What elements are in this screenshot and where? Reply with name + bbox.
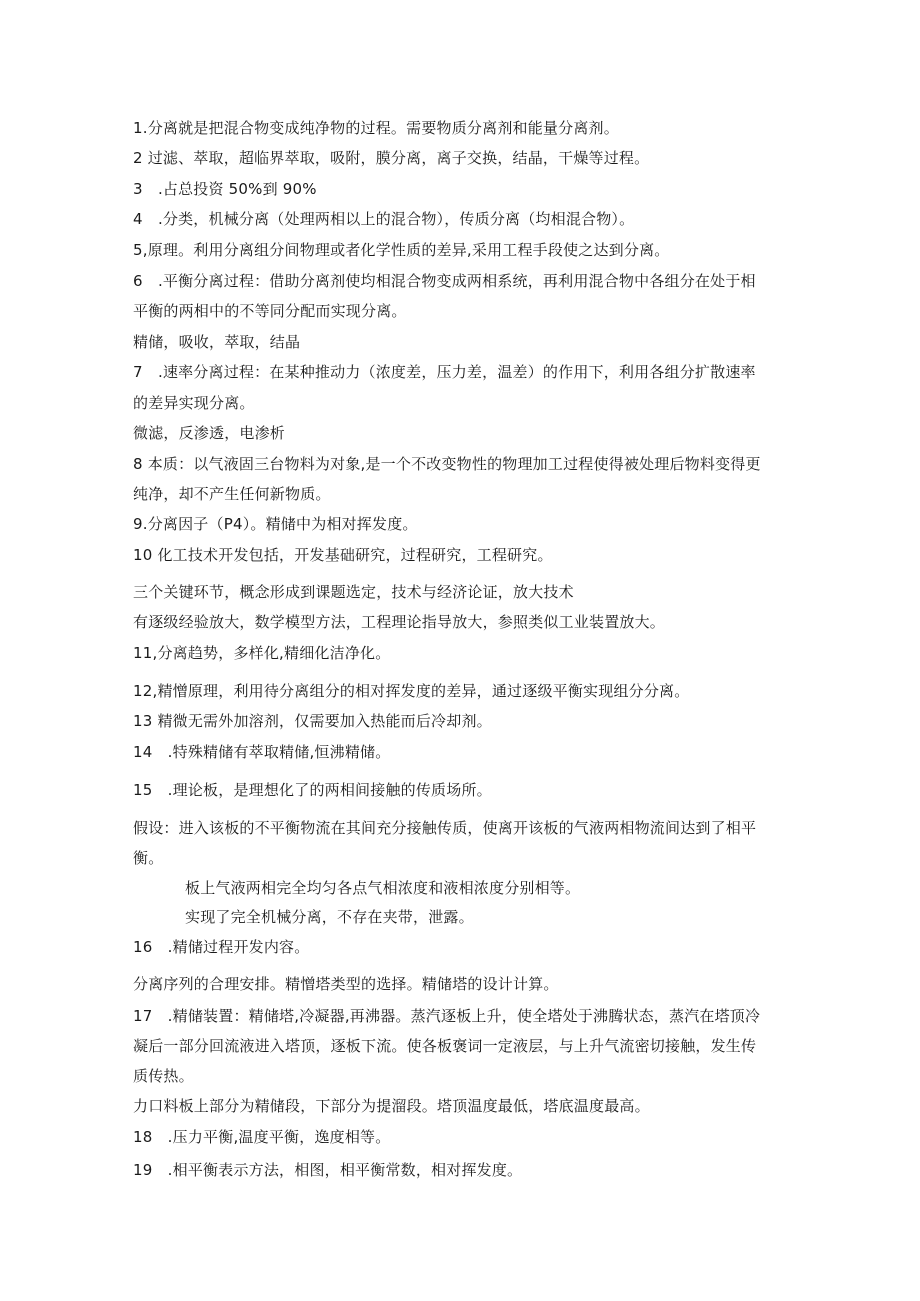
text-line-16: 三个关键环节，概念形成到课题选定，技术与经济论证，放大技术 — [133, 583, 574, 601]
text-line-13: 纯净，却不产生任何新物质。 — [133, 485, 331, 503]
text-line-6: 6 .平衡分离过程：借助分离剂使均相混合物变成两相系统，再利用混合物中各组分在处于相 — [133, 272, 756, 290]
text-line-18: 11,分离趋势，多样化,精细化洁净化。 — [133, 644, 391, 662]
text-line-10: 的差异实现分离。 — [133, 394, 255, 412]
text-line-24: 衡。 — [133, 849, 164, 867]
text-line-23: 假设：进入该板的不平衡物流在其间充分接触传质，使离开该板的气液两相物流间达到了相平 — [133, 819, 757, 837]
text-line-22: 15 .理论板，是理想化了的两相间接触的传质场所。 — [133, 781, 492, 799]
text-line-26: 实现了完全机械分离，不存在夹带，泄露。 — [185, 908, 474, 926]
text-line-20: 13 精微无需外加溶剂，仅需要加入热能而后冷却剂。 — [133, 712, 492, 730]
text-line-5: 5,原理。利用分离组分间物理或者化学性质的差异,采用工程手段使之达到分离。 — [133, 241, 670, 259]
text-line-15: 10 化工技术开发包括，开发基础研究，过程研究，工程研究。 — [133, 546, 553, 564]
text-line-19: 12,精憎原理，利用待分离组分的相对挥发度的差异，通过逐级平衡实现组分分离。 — [133, 682, 690, 700]
text-line-4: 4 .分类，机械分离（处理两相以上的混合物），传质分离（均相混合物）。 — [133, 210, 635, 228]
text-line-9: 7 .速率分离过程：在某种推动力（浓度差，压力差，温差）的作用下，利用各组分扩散速率 — [133, 363, 756, 381]
text-line-27: 16 .精储过程开发内容。 — [133, 938, 310, 956]
text-line-14: 9.分离因子（P4）。精储中为相对挥发度。 — [133, 515, 418, 533]
text-line-29: 17 .精储装置：精储塔,冷凝器,再沸器。蒸汽逐板上升，使全塔处于沸腾状态，蒸汽在塔顶冷 — [133, 1007, 761, 1025]
text-line-33: 18 .压力平衡,温度平衡，逸度相等。 — [133, 1128, 391, 1146]
text-line-2: 2 过滤、萃取，超临界萃取，吸附，膜分离，离子交换，结晶，干燥等过程。 — [133, 149, 650, 167]
text-line-12: 8 本质：以气液固三台物料为对象,是一个不改变物性的物理加工过程使得被处理后物料变得更 — [133, 455, 761, 473]
text-line-34: 19 .相平衡表示方法，相图，相平衡常数，相对挥发度。 — [133, 1161, 523, 1179]
text-line-3: 3 .占总投资 50%到 90% — [133, 180, 317, 198]
text-line-28: 分离序列的合理安排。精憎塔类型的选择。精储塔的设计计算。 — [133, 975, 559, 993]
text-line-30: 凝后一部分回流液进入塔顶，逐板下流。使各板褒词一定液层，与上升气流密切接触，发生传 — [133, 1037, 757, 1055]
text-line-17: 有逐级经验放大，数学模型方法，工程理论指导放大，参照类似工业装置放大。 — [133, 613, 666, 631]
text-line-8: 精储，吸收，萃取，结晶 — [133, 333, 301, 351]
text-line-7: 平衡的两相中的不等同分配而实现分离。 — [133, 302, 407, 320]
text-line-1: 1.分离就是把混合物变成纯净物的过程。需要物质分离剂和能量分离剂。 — [133, 119, 619, 137]
text-line-32: 力口料板上部分为精储段，下部分为提溜段。塔顶温度最低，塔底温度最高。 — [133, 1097, 650, 1115]
text-line-21: 14 .特殊精储有萃取精储,恒沸精储。 — [133, 743, 391, 761]
text-line-31: 质传热。 — [133, 1067, 194, 1085]
text-line-25: 板上气液两相完全均匀各点气相浓度和液相浓度分别相等。 — [185, 879, 581, 897]
text-line-11: 微滤，反渗透，电渗析 — [133, 424, 286, 442]
